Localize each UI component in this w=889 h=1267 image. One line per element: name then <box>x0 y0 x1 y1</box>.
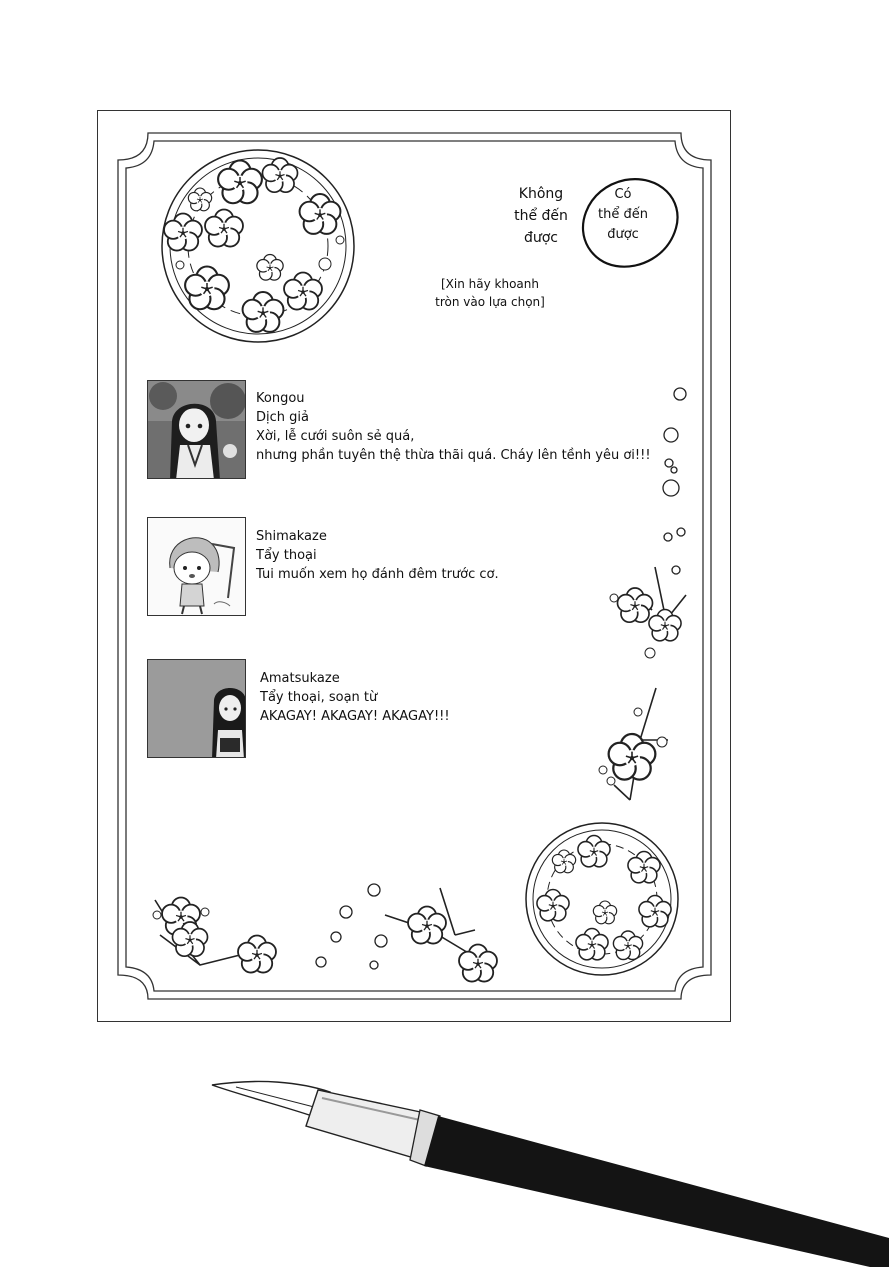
entry-message-line: AKAGAY! AKAGAY! AKAGAY!!! <box>260 709 450 724</box>
entry-name: Amatsukaze <box>260 671 340 686</box>
entry-message-line: Tui muốn xem họ đánh đêm trước cơ. <box>256 567 499 582</box>
option-accept-line: được <box>607 227 639 242</box>
entry-amatsukaze <box>260 669 450 726</box>
plum-blossom-wreath-icon <box>162 150 354 342</box>
option-decline[interactable] <box>505 183 577 249</box>
plum-branch-icon <box>610 567 686 658</box>
plum-branch-icon <box>153 898 276 973</box>
entry-name: Kongou <box>256 391 305 406</box>
instruction-note <box>420 275 560 311</box>
avatar <box>147 380 246 479</box>
entry-role: Dịch giả <box>256 410 309 425</box>
instruction-line: tròn vào lựa chọn] <box>435 295 545 309</box>
option-decline-line: thể đến <box>514 208 568 224</box>
entry-message-line: nhưng phần tuyên thệ thừa thãi quá. Cháy lên tềnh yêu ơi!!! <box>256 448 651 463</box>
entry-role: Tẩy thoại <box>256 548 317 563</box>
plum-blossom-wreath-icon <box>526 823 678 975</box>
plum-branch-icon <box>599 688 668 800</box>
chibi-girl-sketch-icon <box>148 518 246 616</box>
avatar <box>147 517 246 616</box>
avatar <box>147 659 246 758</box>
anime-girl-gray-bg-icon <box>148 660 246 758</box>
instruction-line: [Xin hãy khoanh <box>441 277 539 291</box>
entry-name: Shimakaze <box>256 529 327 544</box>
option-accept-line: thể đến <box>598 207 648 222</box>
option-decline-line: được <box>523 230 559 246</box>
plum-branch-icon <box>385 888 497 982</box>
anime-girl-long-hair-icon <box>148 381 246 479</box>
entry-kongou <box>256 389 651 465</box>
option-accept[interactable] <box>588 185 658 245</box>
option-decline-line: Không <box>518 186 564 202</box>
option-accept-line: Có <box>614 187 632 202</box>
entry-shimakaze <box>256 527 499 584</box>
entry-role: Tẩy thoại, soạn từ <box>260 690 378 705</box>
entry-message-line: Xời, lễ cưới suôn sẻ quá, <box>256 429 415 444</box>
bubble-icon <box>316 884 387 969</box>
fountain-pen-icon <box>212 1081 889 1267</box>
bubble-icon <box>663 388 686 574</box>
